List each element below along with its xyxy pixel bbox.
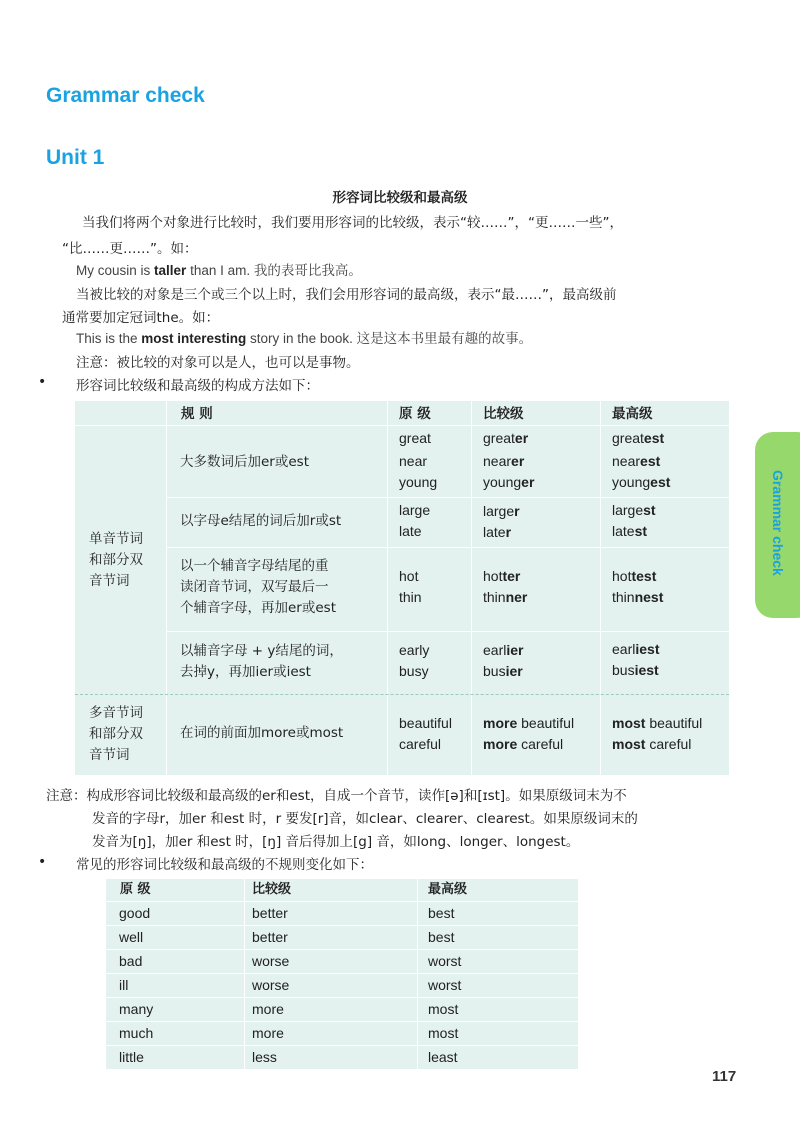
comparative-word: younger xyxy=(483,474,535,490)
comparative-word: nearer xyxy=(483,453,525,469)
base-word: great xyxy=(399,430,431,446)
paragraph-2-line-2: 通常要加定冠词the。如： xyxy=(62,310,220,326)
section-heading: 形容词比较级和最高级 xyxy=(332,190,468,206)
rule-3: 以一个辅音字母结尾的重 读闭音节词，双写最后一 个辅音字母，再加er或est xyxy=(180,558,336,616)
rule-5: 在词的前面加more或most xyxy=(180,725,344,741)
comparative-word: more beautiful xyxy=(483,715,575,731)
comparative-word: hotter xyxy=(483,568,521,584)
irregular-comparative: worse xyxy=(252,953,290,969)
example-2-bold: most interesting xyxy=(141,331,247,346)
superlative-word: nearest xyxy=(612,453,661,469)
rule-1: 大多数词后加er或est xyxy=(180,454,309,470)
irregular-header-base: 原 级 xyxy=(120,882,151,897)
example-1-bold: taller xyxy=(154,263,187,278)
base-word: large xyxy=(399,502,431,518)
base-word: busy xyxy=(399,663,429,679)
irregular-superlative: worst xyxy=(428,977,462,993)
page-title: Grammar check xyxy=(46,84,205,107)
irregular-base: good xyxy=(119,905,151,921)
comparative-word: greater xyxy=(483,430,529,446)
irregular-superlative: most xyxy=(428,1025,459,1041)
irregular-base: bad xyxy=(119,953,143,969)
superlative-word: most beautiful xyxy=(612,715,703,731)
superlative-word: latest xyxy=(612,523,648,539)
rule-4: 以辅音字母 + y结尾的词， 去掉y，再加ier或iest xyxy=(180,643,343,680)
irregular-base: many xyxy=(119,1001,154,1017)
rule-2: 以字母e结尾的词后加r或st xyxy=(180,513,342,529)
example-2 xyxy=(76,330,532,348)
group-label-polysyllabic: 多音节词 和部分双 音节词 xyxy=(89,705,143,763)
base-word: late xyxy=(399,523,422,539)
irregular-superlative: least xyxy=(428,1049,458,1065)
example-1 xyxy=(76,262,362,280)
irregular-comparative: better xyxy=(252,905,288,921)
irregular-base: little xyxy=(119,1049,144,1065)
superlative-word: youngest xyxy=(612,474,671,490)
bullet-marker: • xyxy=(38,374,47,390)
group-label-monosyllabic: 单音节词 和部分双 音节词 xyxy=(89,531,143,589)
irregular-base: ill xyxy=(119,977,129,993)
irregular-comparative: more xyxy=(252,1025,284,1041)
irregular-forms-table xyxy=(106,879,578,1069)
irregular-header-superlative: 最高级 xyxy=(428,882,468,897)
base-word: near xyxy=(399,453,428,469)
comparative-word: more careful xyxy=(483,736,564,752)
paragraph-1-line-1: 当我们将两个对象进行比较时，我们要用形容词的比较级，表示“较……”，“更……一些”， xyxy=(82,215,623,231)
header-comparative: 比较级 xyxy=(483,406,524,422)
irregular-superlative: best xyxy=(428,929,455,945)
comparative-word: thinner xyxy=(483,589,528,605)
irregular-superlative: best xyxy=(428,905,455,921)
superlative-word: largest xyxy=(612,502,656,518)
example-1-pre: My cousin is xyxy=(76,263,155,278)
note-1: 注意：被比较的对象可以是人，也可以是事物。 xyxy=(76,355,360,371)
base-word: early xyxy=(399,642,430,658)
side-tab-label-wrapper xyxy=(770,470,788,590)
superlative-word: earliest xyxy=(612,641,660,657)
example-2-post: story in the book. 这是这本书里最有趣的故事。 xyxy=(246,331,533,346)
header-rule: 规 则 xyxy=(181,406,213,422)
superlative-word: busiest xyxy=(612,662,659,678)
irregular-superlative: most xyxy=(428,1001,459,1017)
superlative-word: thinnest xyxy=(612,589,664,605)
note-2-line-2: 发音的字母r，加er 和est 时，r 要发[r]音，如clear、clearer、clearest。如果原级词末的 xyxy=(92,811,638,827)
comparative-word: larger xyxy=(483,503,520,519)
note-2-line-1: 注意：构成形容词比较级和最高级的er和est，自成一个音节，读作[ə]和[ɪst]。如果原级词末为不 xyxy=(46,788,627,804)
superlative-word: greatest xyxy=(612,430,665,446)
base-word: hot xyxy=(399,568,419,584)
example-2-pre: This is the xyxy=(76,331,142,346)
example-1-post: than I am. 我的表哥比我高。 xyxy=(186,263,362,278)
comparative-word: earlier xyxy=(483,642,524,658)
irregular-comparative: worse xyxy=(252,977,290,993)
irregular-base: well xyxy=(119,929,144,945)
irregular-header-comparative: 比较级 xyxy=(252,882,292,897)
base-word: careful xyxy=(399,736,442,752)
paragraph-2-line-1: 当被比较的对象是三个或三个以上时，我们会用形容词的最高级，表示“最……”，最高级前 xyxy=(76,287,617,303)
bullet-2-text: 常见的形容词比较级和最高级的不规则变化如下： xyxy=(76,857,373,873)
header-base: 原 级 xyxy=(399,406,431,422)
irregular-comparative: less xyxy=(252,1049,277,1065)
side-tab-label: Grammar check xyxy=(770,470,786,576)
base-word: young xyxy=(399,474,438,490)
irregular-superlative: worst xyxy=(428,953,462,969)
irregular-comparative: more xyxy=(252,1001,284,1017)
unit-title: Unit 1 xyxy=(46,146,105,169)
superlative-word: most careful xyxy=(612,736,692,752)
superlative-word: hottest xyxy=(612,568,657,584)
base-word: beautiful xyxy=(399,715,452,731)
formation-rules-table xyxy=(75,401,729,775)
irregular-base: much xyxy=(119,1025,154,1041)
paragraph-1-line-2: “比……更……”。如： xyxy=(62,241,198,257)
bullet-1-text: 形容词比较级和最高级的构成方法如下： xyxy=(76,378,319,394)
header-superlative: 最高级 xyxy=(612,406,653,422)
comparative-word: later xyxy=(483,524,512,540)
comparative-word: busier xyxy=(483,663,523,679)
base-word: thin xyxy=(399,589,422,605)
bullet-marker: • xyxy=(38,854,47,870)
note-2-line-3: 发音为[ŋ]，加er 和est 时，[ŋ] 音后得加上[g] 音，如long、longer、longest。 xyxy=(92,834,580,850)
irregular-comparative: better xyxy=(252,929,288,945)
page-number: 117 xyxy=(712,1068,737,1085)
